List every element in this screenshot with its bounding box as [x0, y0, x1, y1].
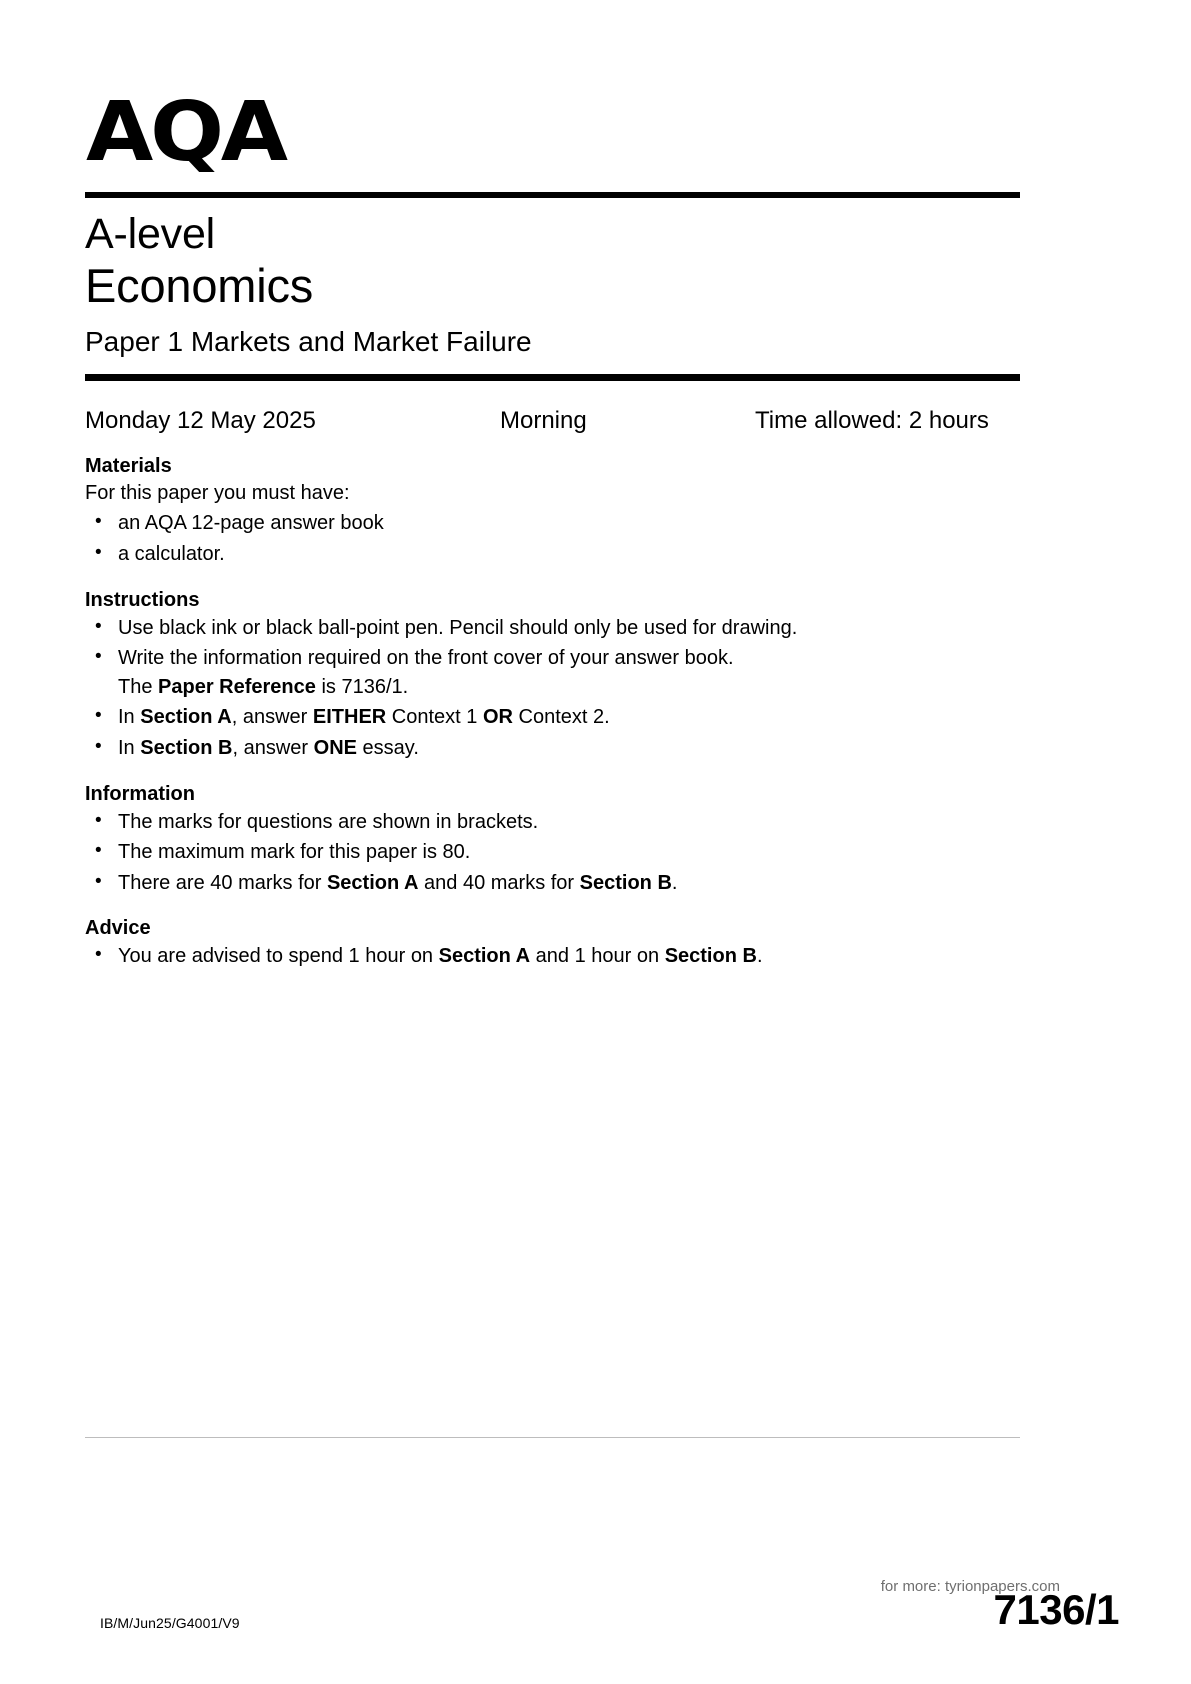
list-item: • The marks for questions are shown in brackets.	[85, 809, 1020, 837]
text-fragment: and 40 marks for	[418, 871, 580, 894]
aqa-logo: AQA	[86, 85, 285, 180]
exam-date: Monday 12 May 2025	[85, 407, 316, 435]
instructions-list	[85, 615, 1020, 763]
text-fragment: There are 40 marks for	[118, 871, 327, 894]
text-bold: ONE	[313, 736, 357, 759]
paper-reference-line	[118, 674, 1020, 702]
information-heading: Information	[85, 782, 195, 805]
text-bold: Section B	[664, 945, 757, 968]
materials-heading: Materials	[85, 455, 172, 478]
list-item: • The maximum mark for this paper is 80.	[85, 839, 1020, 867]
text-fragment: is 7136/1.	[315, 675, 409, 698]
exam-session: Morning	[500, 407, 587, 435]
list-item	[85, 870, 1020, 898]
text-fragment: .	[671, 871, 678, 894]
text-fragment: You are advised to spend 1 hour on	[118, 945, 439, 968]
subject-title: Economics	[85, 259, 314, 313]
list-item: • an AQA 12-page answer book	[85, 510, 1020, 538]
list-item: • a calculator.	[85, 541, 1020, 569]
text-bold: Section A	[326, 871, 419, 894]
materials-intro: For this paper you must have:	[85, 482, 350, 505]
text-fragment: Context 1	[386, 706, 483, 729]
text-fragment: , answer	[231, 706, 313, 729]
header-divider-bottom	[85, 374, 1020, 381]
text-bold: Section B	[140, 736, 233, 759]
page-content	[85, 0, 1020, 971]
information-list	[85, 809, 1020, 898]
text-fragment: , answer	[232, 736, 314, 759]
paper-title: Paper 1 Markets and Market Failure	[85, 325, 532, 357]
text-fragment: The	[118, 675, 159, 698]
text-bold: Paper Reference	[158, 675, 316, 698]
text-bold: Section B	[579, 871, 672, 894]
exam-details-row	[85, 407, 1020, 435]
text-fragment: essay.	[357, 736, 419, 759]
watermark-text: for more: tyrionpapers.com	[880, 1578, 1060, 1595]
list-item: • Use black ink or black ball-point pen. Pencil should only be used for drawing.	[85, 615, 1020, 643]
text-fragment: In	[118, 706, 141, 729]
text-bold: OR	[482, 706, 513, 729]
list-item	[85, 704, 1020, 732]
advice-heading: Advice	[85, 917, 151, 940]
advice-list	[85, 943, 1020, 971]
exam-time-allowed: Time allowed: 2 hours	[755, 407, 989, 435]
footer-divider	[85, 1437, 1020, 1438]
text-bold: EITHER	[312, 706, 387, 729]
text-bold: Section A	[438, 945, 531, 968]
instructions-heading: Instructions	[85, 588, 200, 611]
text-fragment: and 1 hour on	[530, 945, 665, 968]
qualification-level: A-level	[85, 210, 216, 258]
footer-document-code: IB/M/Jun25/G4001/V9	[100, 1615, 240, 1631]
footer-paper-reference: 7136/1	[993, 1586, 1119, 1633]
text-fragment: In	[118, 736, 141, 759]
materials-list	[85, 510, 1020, 568]
instruction-text: Write the information required on the front cover of your answer book.	[118, 647, 734, 670]
text-bold: Section A	[140, 706, 232, 729]
text-fragment: .	[756, 945, 763, 968]
list-item	[85, 943, 1020, 971]
header-divider-top	[85, 192, 1020, 198]
list-item	[85, 735, 1020, 763]
list-item	[85, 645, 1020, 701]
text-fragment: Context 2.	[512, 706, 610, 729]
